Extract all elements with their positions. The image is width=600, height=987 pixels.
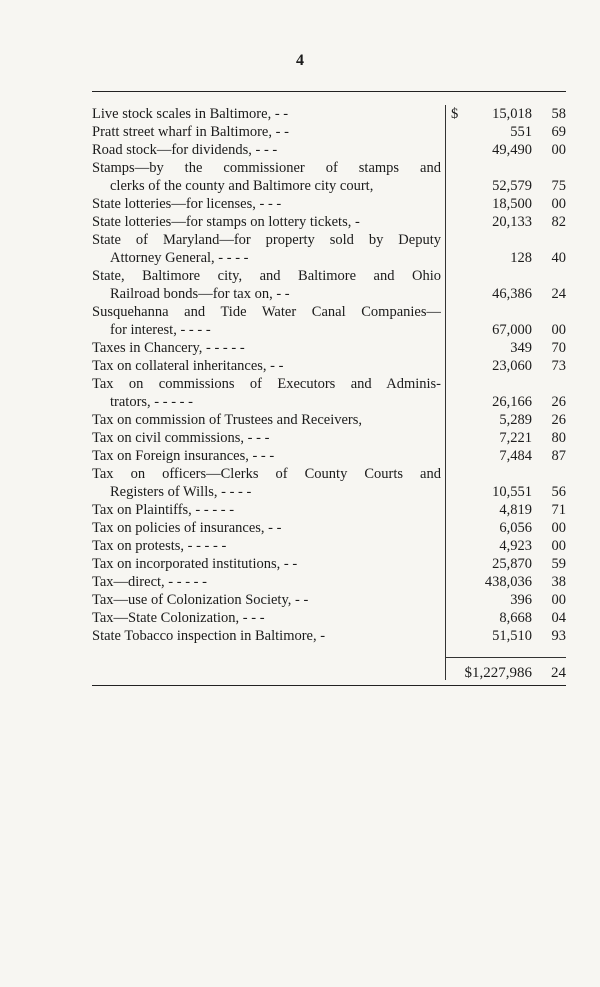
entry-description: [92, 429, 445, 447]
entry-dollars: 349: [510, 340, 532, 356]
ledger-row: [92, 213, 566, 231]
dollar-sign: $: [451, 106, 459, 122]
entry-cents: 00: [551, 142, 566, 158]
entry-description-line: Tax—State Colonization, - - -: [92, 610, 265, 626]
entry-description-line: Tax on Foreign insurances, - - -: [92, 448, 275, 464]
entry-description-line: State, Baltimore city, and Baltimore and Ohio: [92, 268, 441, 284]
total-dollars: $1,227,986: [464, 665, 532, 681]
entry-amount: [445, 609, 566, 627]
entry-description: [92, 591, 445, 609]
entry-description: [92, 375, 445, 411]
entry-amount: [445, 105, 566, 123]
entry-description: [92, 105, 445, 123]
entry-cents: 71: [551, 502, 566, 518]
entry-description-line: clerks of the county and Baltimore city court,: [110, 178, 374, 194]
entry-dollars: 46,386: [492, 286, 532, 302]
entry-cents: 73: [551, 358, 566, 374]
entry-cents: 04: [551, 610, 566, 626]
ledger-row: [92, 123, 566, 141]
entry-amount: [445, 627, 566, 645]
entry-cents: 24: [551, 286, 566, 302]
entry-description: [92, 627, 445, 645]
entry-amount: [445, 249, 566, 267]
column-divider: [445, 105, 446, 680]
entry-description: [92, 573, 445, 591]
entry-amount: [445, 429, 566, 447]
ledger-row: [92, 357, 566, 375]
entry-cents: 93: [551, 628, 566, 644]
entry-description: [92, 357, 445, 375]
ledger-row: [92, 375, 566, 411]
entry-description-line: Tax on civil commissions, - - -: [92, 430, 270, 446]
entry-amount: [445, 501, 566, 519]
entry-description: [92, 537, 445, 555]
ledger-row: [92, 501, 566, 519]
ledger-row: [92, 519, 566, 537]
entry-amount: [445, 357, 566, 375]
entry-cents: 00: [551, 520, 566, 536]
entry-description: [92, 141, 445, 159]
entry-description-line: Attorney General, - - - -: [110, 250, 249, 266]
entry-description-line: Tax on commission of Trustees and Receivers,: [92, 412, 363, 428]
entry-amount: [445, 141, 566, 159]
entry-cents: 70: [551, 340, 566, 356]
entry-description-line: Tax on incorporated institutions, - -: [92, 556, 298, 572]
ledger-row: [92, 141, 566, 159]
entry-description-line: trators, - - - - -: [110, 394, 193, 410]
entry-dollars: 25,870: [492, 556, 532, 572]
entry-dollars: 7,221: [499, 430, 532, 446]
entry-description: [92, 555, 445, 573]
entry-cents: 26: [551, 394, 566, 410]
entry-cents: 40: [551, 250, 566, 266]
entry-cents: 00: [551, 196, 566, 212]
entry-dollars: 10,551: [492, 484, 532, 500]
entry-description: [92, 519, 445, 537]
entry-description-line: Taxes in Chancery, - - - - -: [92, 340, 245, 356]
entry-dollars: 20,133: [492, 214, 532, 230]
entry-amount: [445, 195, 566, 213]
entry-dollars: 26,166: [492, 394, 532, 410]
entry-cents: 87: [551, 448, 566, 464]
entry-description-line: Tax on collateral inheritances, - -: [92, 358, 284, 374]
entry-cents: 00: [551, 538, 566, 554]
entry-dollars: 67,000: [492, 322, 532, 338]
ledger-row: [92, 411, 566, 429]
entry-cents: 56: [551, 484, 566, 500]
total-row: [445, 665, 566, 682]
entry-description: [92, 609, 445, 627]
entry-description: [92, 159, 445, 195]
entry-dollars: 5,289: [499, 412, 532, 428]
entry-amount: [445, 123, 566, 141]
entry-cents: 00: [551, 592, 566, 608]
entry-cents: 26: [551, 412, 566, 428]
bottom-rule: [92, 685, 566, 686]
entry-dollars: 128: [510, 250, 532, 266]
entry-description: [92, 465, 445, 501]
entry-description-line: State Tobacco inspection in Baltimore, -: [92, 628, 326, 644]
ledger-row: [92, 267, 566, 303]
entry-description-line: Tax on Plaintiffs, - - - - -: [92, 502, 235, 518]
entry-description-line: Pratt street wharf in Baltimore, - -: [92, 124, 289, 140]
entry-cents: 38: [551, 574, 566, 590]
entry-description: [92, 195, 445, 213]
top-rule: [92, 91, 566, 92]
entry-description-line: State lotteries—for stamps on lottery tickets, -: [92, 214, 360, 230]
entry-amount: [445, 591, 566, 609]
entry-description-line: Road stock—for dividends, - - -: [92, 142, 278, 158]
entry-description-line: Railroad bonds—for tax on, - -: [110, 286, 290, 302]
ledger-row: [92, 555, 566, 573]
entry-description: [92, 231, 445, 267]
entry-description: [92, 339, 445, 357]
entry-amount: [445, 447, 566, 465]
entry-amount: [445, 537, 566, 555]
ledger-row: [92, 303, 566, 339]
entry-cents: 75: [551, 178, 566, 194]
entry-amount: [445, 285, 566, 303]
entry-description-line: Registers of Wills, - - - -: [110, 484, 252, 500]
entry-description: [92, 267, 445, 303]
ledger-row: [92, 537, 566, 555]
entry-amount: [445, 411, 566, 429]
entry-description-line: Tax—use of Colonization Society, - -: [92, 592, 309, 608]
ledger-rows: [92, 105, 566, 645]
entry-description: [92, 501, 445, 519]
ledger-row: [92, 573, 566, 591]
ledger-row: [92, 339, 566, 357]
ledger-row: [92, 429, 566, 447]
entry-cents: 80: [551, 430, 566, 446]
entry-amount: [445, 555, 566, 573]
entry-dollars: 18,500: [492, 196, 532, 212]
ledger-table: [92, 105, 566, 681]
entry-dollars: 49,490: [492, 142, 532, 158]
entry-description: [92, 123, 445, 141]
ledger-row: [92, 159, 566, 195]
entry-cents: 69: [551, 124, 566, 140]
entry-description-line: for interest, - - - -: [110, 322, 211, 338]
entry-dollars: 6,056: [499, 520, 532, 536]
entry-description-line: Live stock scales in Baltimore, - -: [92, 106, 289, 122]
entry-dollars: 438,036: [484, 574, 532, 590]
entry-description-line: Stamps—by the commissioner of stamps and: [92, 160, 441, 176]
entry-dollars: 396: [510, 592, 532, 608]
entry-amount: [445, 213, 566, 231]
entry-dollars: 7,484: [499, 448, 532, 464]
entry-dollars: 52,579: [492, 178, 532, 194]
entry-dollars: 15,018: [492, 106, 532, 122]
entry-amount: [445, 519, 566, 537]
entry-description-line: Tax on protests, - - - - -: [92, 538, 227, 554]
entry-description-line: Tax on policies of insurances, - -: [92, 520, 282, 536]
entry-amount: [445, 393, 566, 411]
ledger-row: [92, 447, 566, 465]
page-number: 4: [296, 52, 304, 69]
entry-description-line: State of Maryland—for property sold by Deputy: [92, 232, 441, 248]
total-cents: 24: [551, 665, 566, 681]
ledger-row: [92, 609, 566, 627]
entry-description-line: Susquehanna and Tide Water Canal Companies—: [92, 304, 441, 320]
entry-description: [92, 447, 445, 465]
entry-description: [92, 213, 445, 231]
ledger-row: [92, 195, 566, 213]
ledger-row: [92, 591, 566, 609]
entry-dollars: 23,060: [492, 358, 532, 374]
ledger-row: [92, 105, 566, 123]
entry-dollars: 8,668: [499, 610, 532, 626]
entry-description-line: Tax on commissions of Executors and Adminis-: [92, 376, 441, 392]
entry-cents: 00: [551, 322, 566, 338]
ledger-row: [92, 231, 566, 267]
entry-description-line: Tax on officers—Clerks of County Courts and: [92, 466, 441, 482]
entry-description: [92, 303, 445, 339]
entry-amount: [445, 483, 566, 501]
entry-cents: 58: [551, 106, 566, 122]
entry-amount: [445, 177, 566, 195]
ledger-row: [92, 465, 566, 501]
entry-cents: 59: [551, 556, 566, 572]
entry-amount: [445, 573, 566, 591]
entry-description: [92, 411, 445, 429]
entry-amount: [445, 321, 566, 339]
entry-description-line: State lotteries—for licenses, - - -: [92, 196, 282, 212]
ledger-row: [92, 627, 566, 645]
entry-description-line: Tax—direct, - - - - -: [92, 574, 207, 590]
entry-cents: 82: [551, 214, 566, 230]
entry-dollars: 4,819: [499, 502, 532, 518]
entry-dollars: 551: [510, 124, 532, 140]
entry-dollars: 51,510: [492, 628, 532, 644]
entry-dollars: 4,923: [499, 538, 532, 554]
total-rule: [445, 657, 566, 658]
entry-amount: [445, 339, 566, 357]
